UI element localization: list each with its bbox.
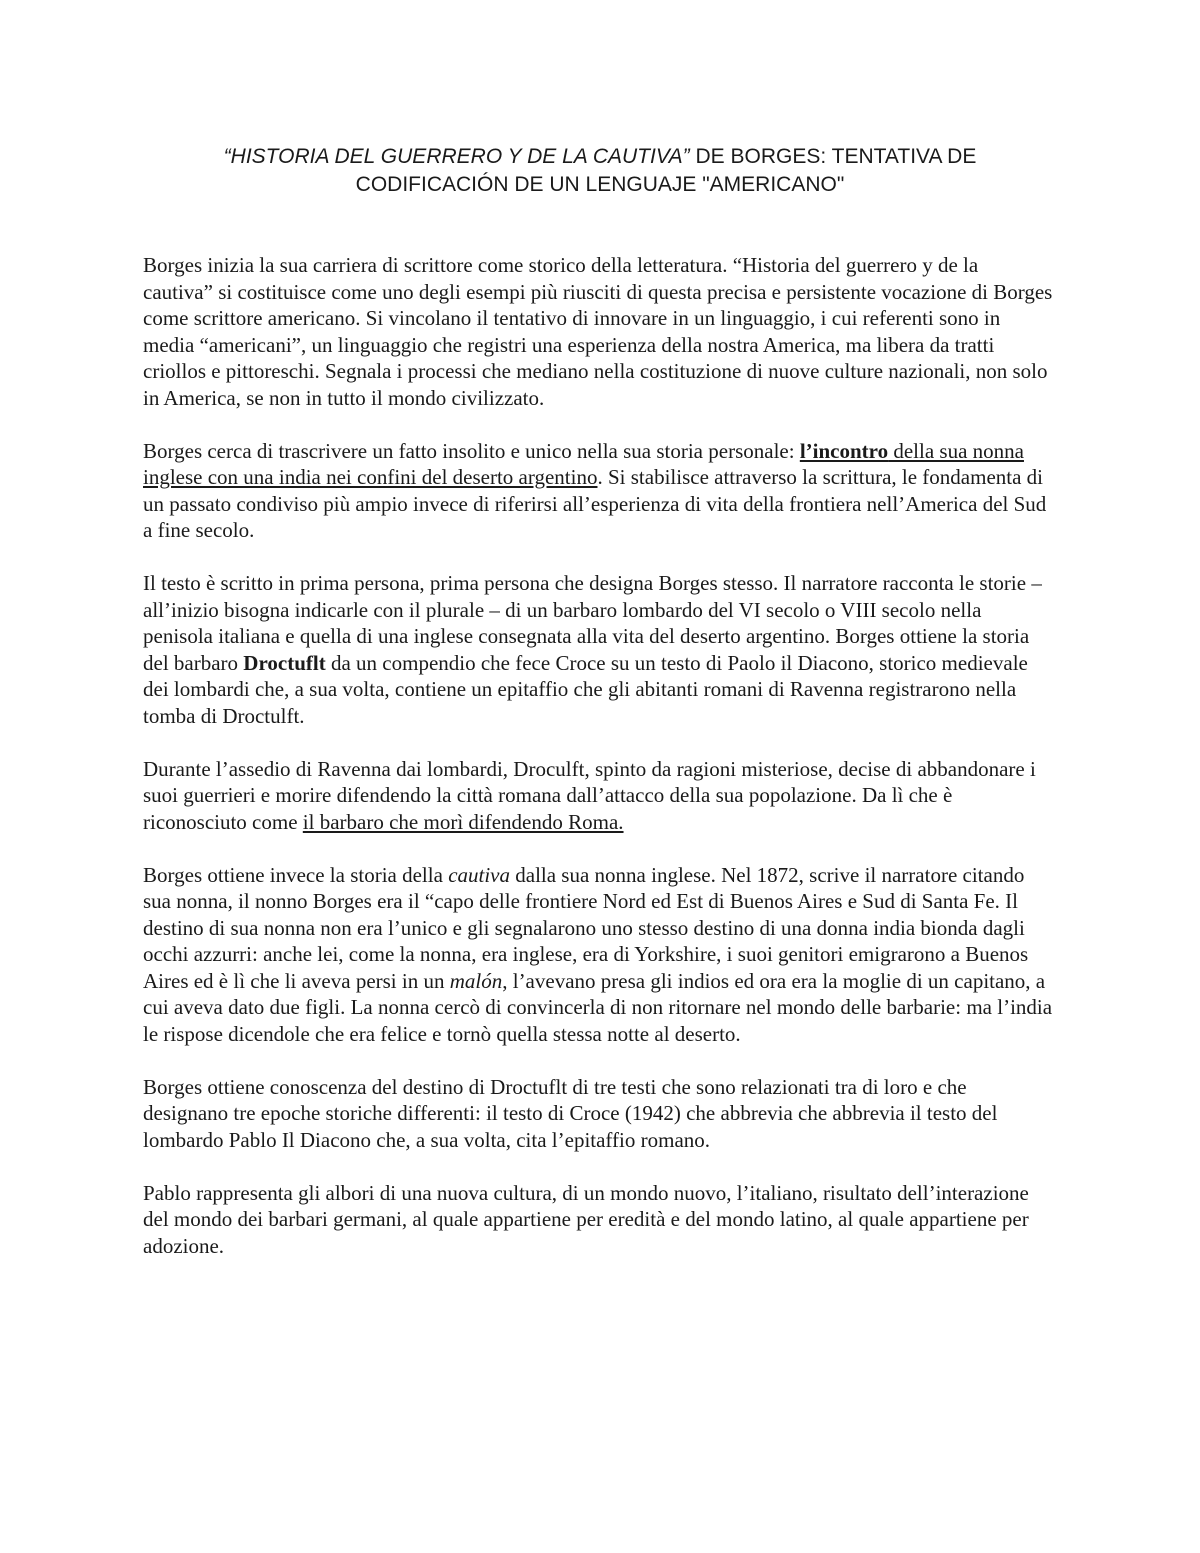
title-rest-part: DE BORGES: TENTATIVA DE bbox=[689, 145, 977, 168]
paragraph-5-text-a: Borges ottiene invece la storia della bbox=[143, 862, 449, 887]
paragraph-6: Borges ottiene conoscenza del destino di Droctuflt di tre testi che sono relazionati tra di loro e che designano tre epoche storiche differenti: il testo di Croce (1942) che abbrevia che abbrevia il testo del lombardo Pablo Il Diacono che, a sua volta, cita l’epitaffio romano. bbox=[143, 1074, 998, 1152]
paragraph-3 bbox=[143, 570, 1053, 729]
paragraph-7: Pablo rappresenta gli albori di una nuova cultura, di un mondo nuovo, l’italiano, risultato dell’interazione del mondo dei barbari germani, al quale appartiene per eredità e del mondo latino, al quale appartiene per adozione. bbox=[143, 1180, 1029, 1258]
paragraph-5-text-c: dalla sua nonna inglese. Nel 1872, scrive il narratore citando sua nonna, il nonno Borges era il “capo delle frontiere Nord ed Est di Buenos Aires e Sud di Santa Fe. Il destino di sua nonna non era l’unico e gli segnalarono uno stesso destino di una donna india bionda dagli occhi azzurri: anche lei, come la nonna, era inglese, era di Yorkshire, i suoi genitori emigrarono a Buenos Aires ed è lì che li aveva persi in un bbox=[143, 862, 1029, 993]
paragraph-4-text-a: Durante l’assedio di Ravenna dai lombardi, Droculft, spinto da ragioni misteriose, decise di abbandonare i suoi guerrieri e morire difendendo la città romana dall’attacco della sua popolazione. Da lì che è riconosciuto come bbox=[143, 756, 1036, 834]
paragraph-3-bold: Droctuflt bbox=[243, 650, 326, 675]
paragraph-2-text-a: Borges cerca di trascrivere un fatto insolito e unico nella sua storia personale: bbox=[143, 438, 800, 463]
paragraph-4-underline: il barbaro che morì difendendo Roma. bbox=[302, 809, 624, 834]
document-body bbox=[143, 252, 1053, 1286]
title-line-2: CODIFICACIÓN DE UN LENGUAJE "AMERICANO" bbox=[355, 173, 845, 196]
paragraph-3-text-c: da un compendio che fece Croce su un testo di Paolo il Diacono, storico medievale dei lombardi che, a sua volta, contiene un epitaffio che gli abitanti romani di Ravenna registrarono nella tomba di Droctulft. bbox=[143, 650, 1028, 728]
paragraph-2 bbox=[143, 438, 1053, 544]
paragraph-3-text-a: Il testo è scritto in prima persona, prima persona che designa Borges stesso. Il narratore racconta le storie – all’inizio bisogna indicarle con il plurale – di un barbaro lombardo del VI secolo o VIII secolo nella penisola italiana e quella di una inglese consegnata alla vita del deserto argentino. Borges ottiene la storia del barbaro bbox=[143, 571, 1042, 675]
paragraph-5-italic-cautiva: cautiva bbox=[448, 862, 510, 887]
paragraph-5-text-e: , l’avevano presa gli indios ed ora era la moglie di un capitano, a cui aveva dato due figli. La nonna cercò di convincerla di non ritornare nel mondo delle barbarie: ma l’india le rispose dicendole che era felice e tornò quella stessa notte al deserto. bbox=[143, 968, 1053, 1046]
paragraph-1: Borges inizia la sua carriera di scrittore come storico della letteratura. “Historia del guerrero y de la cautiva” si costituisce come uno degli esempi più riusciti di questa precisa e persistente vocazione di Borges come scrittore americano. Si vincolano il tentativo di innovare in un linguaggio, i cui referenti sono in media “americani”, un linguaggio che registri una esperienza della nostra America, ma libera da tratti criollos e pittoreschi. Segnala i processi che mediano nella costituzione di nuove culture nazionali, non solo in America, se non in tutto il mondo civilizzato. bbox=[143, 253, 1053, 410]
paragraph-5-italic-malon: malón bbox=[449, 968, 503, 993]
document-title bbox=[150, 143, 1050, 199]
paragraph-2-underline: della sua nonna inglese con una india nei confini del deserto argentino bbox=[143, 438, 1024, 489]
paragraph-2-text-d: . Si stabilisce attraverso la scrittura, le fondamenta di un passato condiviso più ampio invece di riferirsi all’esperienza di vita della frontiera nell’America del Sud a fine secolo. bbox=[143, 465, 1047, 542]
paragraph-4 bbox=[143, 756, 1053, 836]
paragraph-2-bold-underline: l’incontro bbox=[799, 438, 889, 463]
title-italic-part: “HISTORIA DEL GUERRERO Y DE LA CAUTIVA” bbox=[223, 145, 690, 168]
paragraph-5 bbox=[143, 862, 1053, 1048]
